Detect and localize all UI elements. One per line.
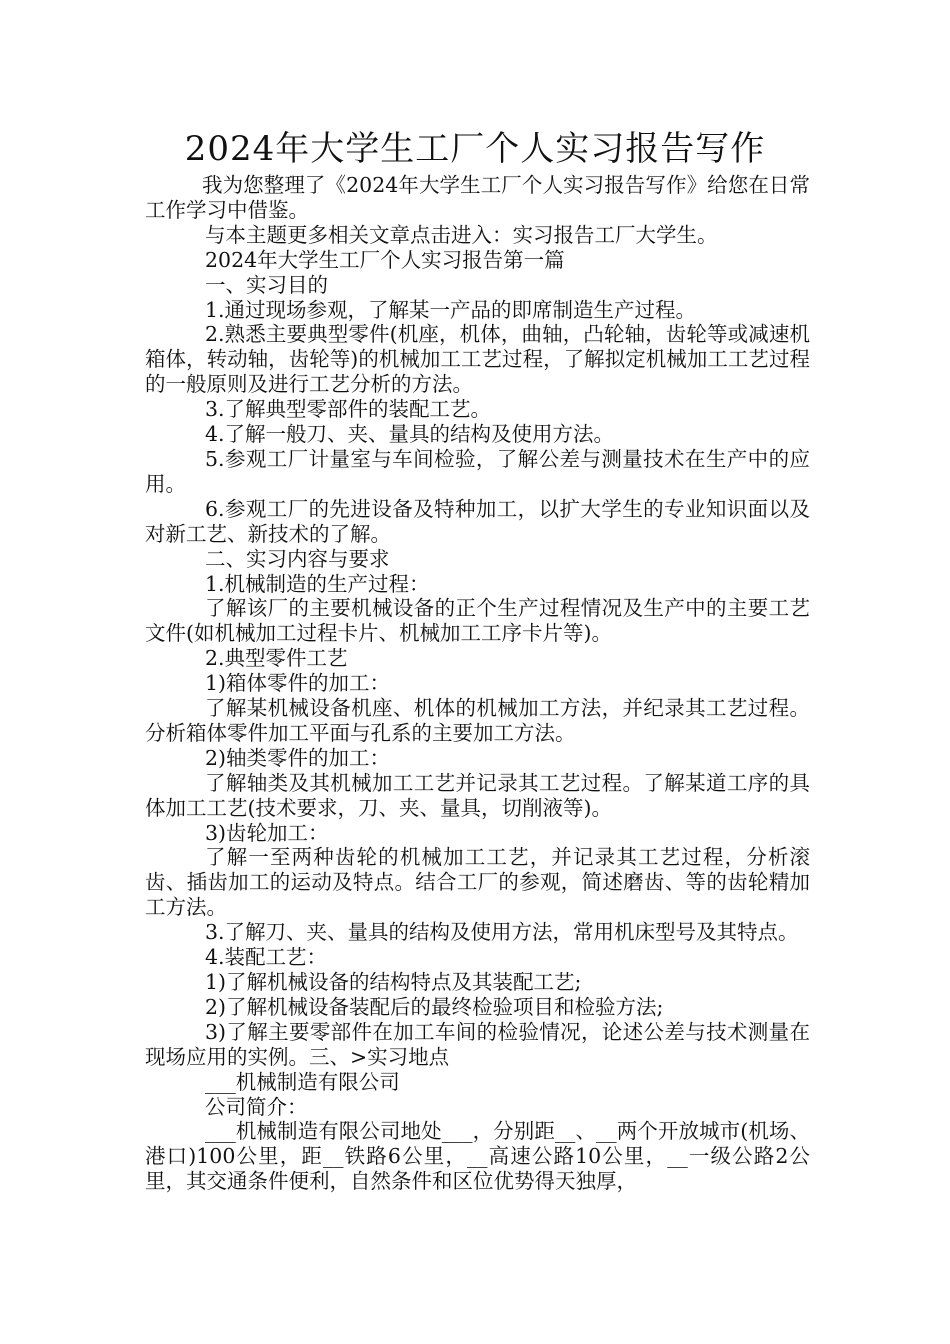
paragraph: 1)了解机械设备的结构特点及其装配工艺;	[205, 970, 582, 994]
related-articles-line: 与本主题更多相关文章点击进入：实习报告工厂大学生。	[205, 222, 718, 247]
paragraph: 3.了解刀、夹、量具的结构及使用方法，常用机床型号及其特点。	[205, 920, 799, 945]
company-name: ___机械制造有限公司	[205, 1069, 400, 1094]
company-intro-label: 公司简介：	[205, 1094, 308, 1119]
paragraph: 3.了解典型零部件的装配工艺。	[205, 397, 492, 422]
paragraph: 2)轴类零件的加工：	[205, 745, 391, 770]
paragraph: 1.机械制造的生产过程：	[205, 571, 430, 596]
paragraph: 了解一至两种齿轮的机械加工工艺，并记录其工艺过程，分析滚齿、插齿加工的运动及特点。结合工厂的参观，简述磨齿、等的齿轮精加工方法。	[145, 845, 810, 920]
document-title: 2024年大学生工厂个人实习报告写作	[184, 129, 766, 169]
paragraph: 了解某机械设备机座、机体的机械加工方法，并纪录其工艺过程。分析箱体零件加工平面与孔系的主要加工方法。	[145, 696, 810, 745]
paragraph: 了解该厂的主要机械设备的正个生产过程情况及生产中的主要工艺文件(如机械加工过程卡片、机械加工工序卡片等)。	[145, 596, 810, 646]
subheading-content: 二、实习内容与要求	[205, 546, 390, 571]
paragraph: 3)齿轮加工：	[205, 820, 329, 845]
paragraph: 2)了解机械设备装配后的最终检验项目和检验方法;	[205, 994, 664, 1019]
paragraph: 2.典型零件工艺	[205, 646, 348, 671]
paragraph: 了解轴类及其机械加工工艺并记录其工艺过程。了解某道工序的具体加工工艺(技术要求，刀、夹、量具，切削液等)。	[145, 770, 810, 820]
paragraph: 1)箱体零件的加工：	[205, 671, 391, 696]
paragraph: 2.熟悉主要典型零件(机座，机体，曲轴，凸轮轴，齿轮等或减速机箱体，转动轴，齿轮等)的机械加工工艺过程，了解拟定机械加工工艺过程的一般原则及进行工艺分析的方法。	[145, 322, 810, 397]
paragraph: 3)了解主要零部件在加工车间的检验情况，论述公差与技术测量在现场应用的实例。三、>实习地点	[145, 1019, 810, 1069]
paragraph: 4.装配工艺：	[205, 945, 328, 970]
paragraph: 4.了解一般刀、夹、量具的结构及使用方法。	[205, 422, 615, 447]
document-body	[145, 173, 810, 1194]
paragraph: 6.参观工厂的先进设备及特种加工，以扩大学生的专业知识面以及对新工艺、新技术的了解。	[145, 496, 810, 546]
company-intro-paragraph: ___机械制造有限公司地处___，分别距__、__两个开放城市(机场、港口)100公里，距__铁路6公里，__高速公路10公里，__一级公路2公里，其交通条件便利，自然条件和区位优势得天独厚，	[145, 1119, 810, 1194]
intro-paragraph: 我为您整理了《2024年大学生工厂个人实习报告写作》给您在日常工作学习中借鉴。	[145, 173, 810, 222]
section-heading: 2024年大学生工厂个人实习报告第一篇	[205, 247, 565, 272]
paragraph: 1.通过现场参观，了解某一产品的即席制造生产过程。	[205, 297, 697, 322]
subheading-purpose: 一、实习目的	[205, 272, 328, 297]
paragraph: 5.参观工厂计量室与车间检验，了解公差与测量技术在生产中的应用。	[145, 446, 810, 496]
